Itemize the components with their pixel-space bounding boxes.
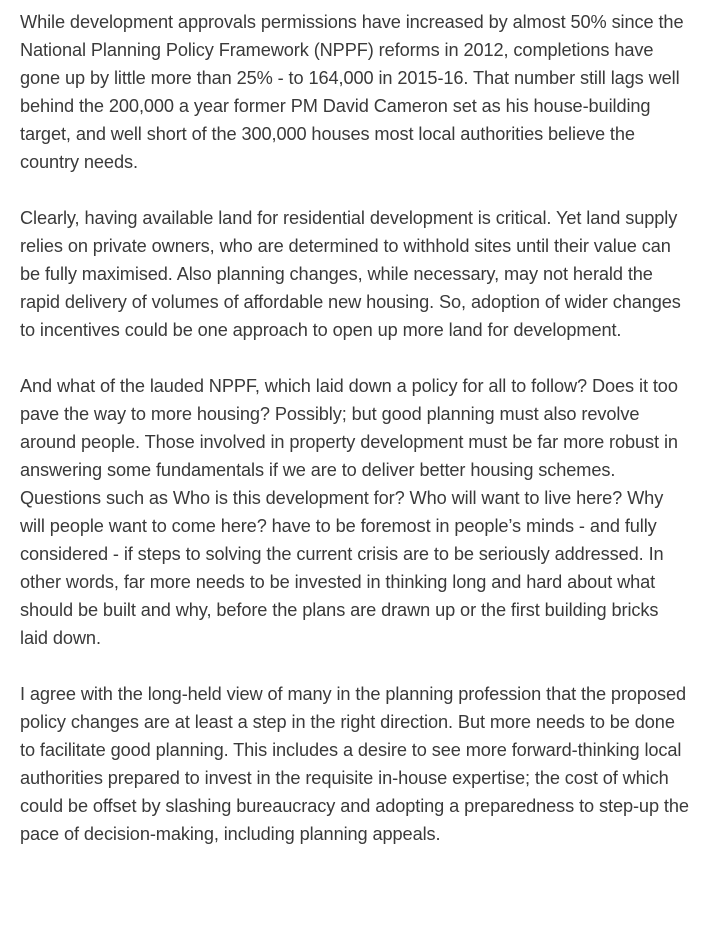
paragraph-land-supply: Clearly, having available land for residential development is critical. Yet land supply relies on private owners, who are determined to withhold sites until their value can be fully maximised. Also planning changes, while necessary, may not herald the rapid delivery of volumes of affordable new housing. So, adoption of wider changes to incentives could be one approach to open up more land for development. xyxy=(20,208,681,340)
paragraph-nppf-people: And what of the lauded NPPF, which laid down a policy for all to follow? Does it too pave the way to more housing? Possibly; but good planning must also revolve around people. Those involved in property development must be far more robust in answering some fundamentals if we are to deliver better housing schemes. Questions such as Who is this development for? Who will want to live here? Why will people want to come here? have to be foremost in people’s minds - and fully considered - if steps to solving the current crisis are to be seriously addressed. In other words, far more needs to be invested in thinking long and hard about what should be built and why, before the plans are drawn up or the first building bricks laid down. xyxy=(20,376,678,648)
paragraph-approvals-completions: While development approvals permissions have increased by almost 50% since the National Planning Policy Framework (NPPF) reforms in 2012, completions have gone up by little more than 25% - to 164,000 in 2015-16. That number still lags well behind the 200,000 a year former PM David Cameron set as his house-building target, and well short of the 300,000 houses most local authorities believe the country needs. xyxy=(20,12,684,172)
paragraph-policy-changes: I agree with the long-held view of many in the planning profession that the proposed policy changes are at least a step in the right direction. But more needs to be done to facilitate good planning. This includes a desire to see more forward-thinking local authorities prepared to invest in the requisite in-house expertise; the cost of which could be offset by slashing bureaucracy and adopting a preparedness to step-up the pace of decision-making, including planning appeals. xyxy=(20,684,689,844)
